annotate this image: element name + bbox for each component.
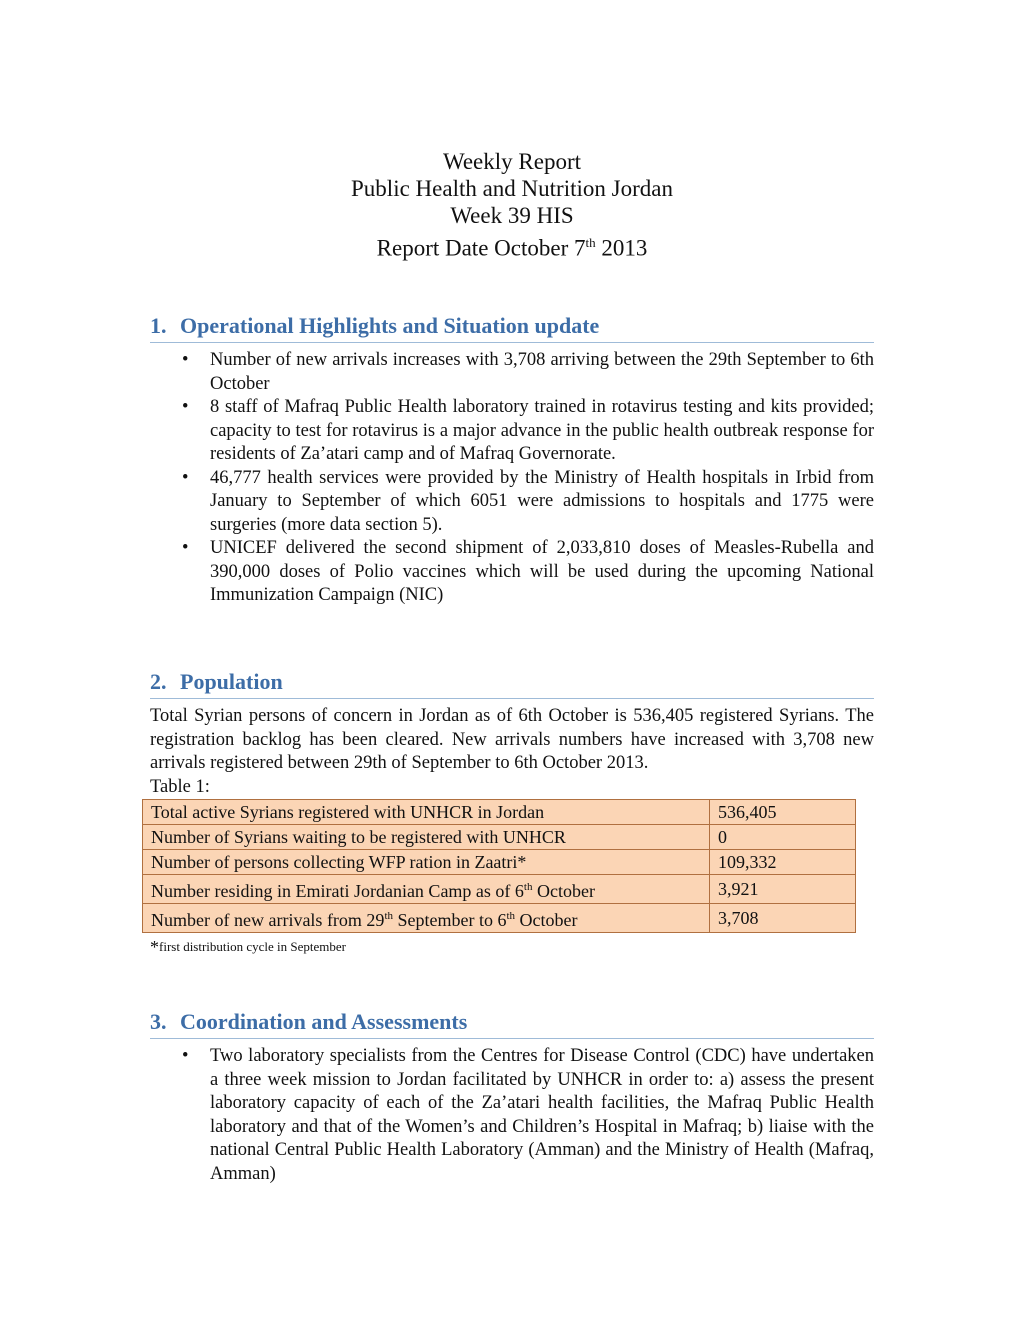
table-cell-value: 536,405 (710, 799, 856, 824)
table-cell-value: 3,921 (710, 874, 856, 903)
population-table (142, 799, 856, 933)
table-cell-label (143, 903, 710, 932)
table-caption: Table 1: (150, 776, 210, 797)
table-row (143, 903, 856, 932)
report-date-sup: th (585, 235, 596, 250)
table-footnote (150, 937, 874, 958)
list-item-text: 46,777 health services were provided by the Ministry of Health hospitals in Irbid from January to September of which 6051 were admissions to hospitals and 1775 were surgeries (more data section 5). (210, 467, 874, 535)
label-text: September to 6 (393, 909, 507, 930)
label-sup: th (506, 909, 516, 922)
list-item (150, 467, 874, 538)
section-title: Population (180, 669, 283, 694)
table-cell-value: 3,708 (710, 903, 856, 932)
table-row (143, 849, 856, 874)
table-cell-value: 0 (710, 824, 856, 849)
report-date-suffix: 2013 (595, 235, 648, 261)
label-text: Number of new arrivals from 29 (151, 909, 385, 930)
bullet-icon: • (182, 538, 189, 558)
section-number: 1. (150, 313, 167, 338)
coordination-list (150, 1045, 874, 1186)
label-text: October (515, 909, 578, 930)
report-date-prefix: Report Date October 7 (376, 235, 586, 261)
label-sup: th (384, 909, 393, 922)
bullet-icon: • (182, 350, 189, 370)
report-title (150, 148, 874, 262)
table-cell-label: Number of persons collecting WFP ration in Zaatri* (143, 849, 710, 874)
table-row (143, 824, 856, 849)
table-row (143, 874, 856, 903)
list-item-text: Number of new arrivals increases with 3,708 arriving between the 29th September to 6th October (210, 350, 874, 394)
list-item-text: UNICEF delivered the second shipment of 2,033,810 doses of Measles-Rubella and 390,000 doses of Polio vaccines which will be used during the upcoming National Immunization Campaign (NIC) (210, 538, 874, 605)
section-heading (150, 668, 874, 699)
section-heading (150, 312, 874, 343)
table-row (143, 799, 856, 824)
title-line-4 (150, 229, 874, 262)
label-text: Number residing in Emirati Jordanian Camp as of 6 (151, 880, 524, 901)
bullet-icon: • (182, 397, 189, 417)
list-item-text: Two laboratory specialists from the Centres for Disease Control (CDC) have undertaken a three week mission to Jordan facilitated by UNHCR in order to: a) assess the present laboratory capacity of each of the Za’atari health facilities, the Mafraq Public Health laboratory and that of the Women’s and Children’s Hospital in Mafraq; b) liaise with the national Central Public Health Laboratory (Amman) and the Ministry of Health (Mafraq, Amman) (210, 1046, 874, 1184)
title-line-2: Public Health and Nutrition Jordan (351, 176, 673, 201)
list-item (150, 396, 874, 467)
section-operational-highlights (150, 312, 874, 608)
title-line-1: Weekly Report (442, 149, 582, 174)
section-title: Coordination and Assessments (180, 1009, 468, 1034)
population-paragraph: Total Syrian persons of concern in Jordan as of 6th October is 536,405 registered Syrians. The registration backlog has been cleared. New arrivals numbers have increased with 3,708 new arrivals registered between 29th of September to 6th October 2013. (150, 706, 874, 773)
highlights-list (150, 349, 874, 608)
table-cell-label: Total active Syrians registered with UNHCR in Jordan (143, 799, 710, 824)
footnote-text: first distribution cycle in September (159, 938, 347, 954)
title-line-3: Week 39 HIS (450, 203, 574, 228)
list-item (150, 349, 874, 396)
label-sup: th (523, 880, 533, 893)
section-heading (150, 1008, 874, 1039)
table-cell-label: Number of Syrians waiting to be registered with UNHCR (143, 824, 710, 849)
section-number: 2. (150, 669, 167, 694)
section-population (150, 668, 874, 958)
section-coordination (150, 1008, 874, 1186)
bullet-icon: • (182, 467, 189, 488)
footnote-marker: * (150, 936, 159, 957)
bullet-icon: • (182, 1046, 189, 1066)
table-cell-value: 109,332 (710, 849, 856, 874)
list-item (150, 537, 874, 608)
section-number: 3. (150, 1009, 167, 1034)
list-item (150, 1045, 874, 1186)
section-title: Operational Highlights and Situation update (180, 313, 600, 338)
list-item-text: 8 staff of Mafraq Public Health laboratory trained in rotavirus testing and kits provided; capacity to test for rotavirus is a major advance in the public health outbreak response for residents of Za’atari camp and of Mafraq Governorate. (210, 397, 874, 464)
label-text: October (532, 880, 595, 901)
table-cell-label (143, 874, 710, 903)
